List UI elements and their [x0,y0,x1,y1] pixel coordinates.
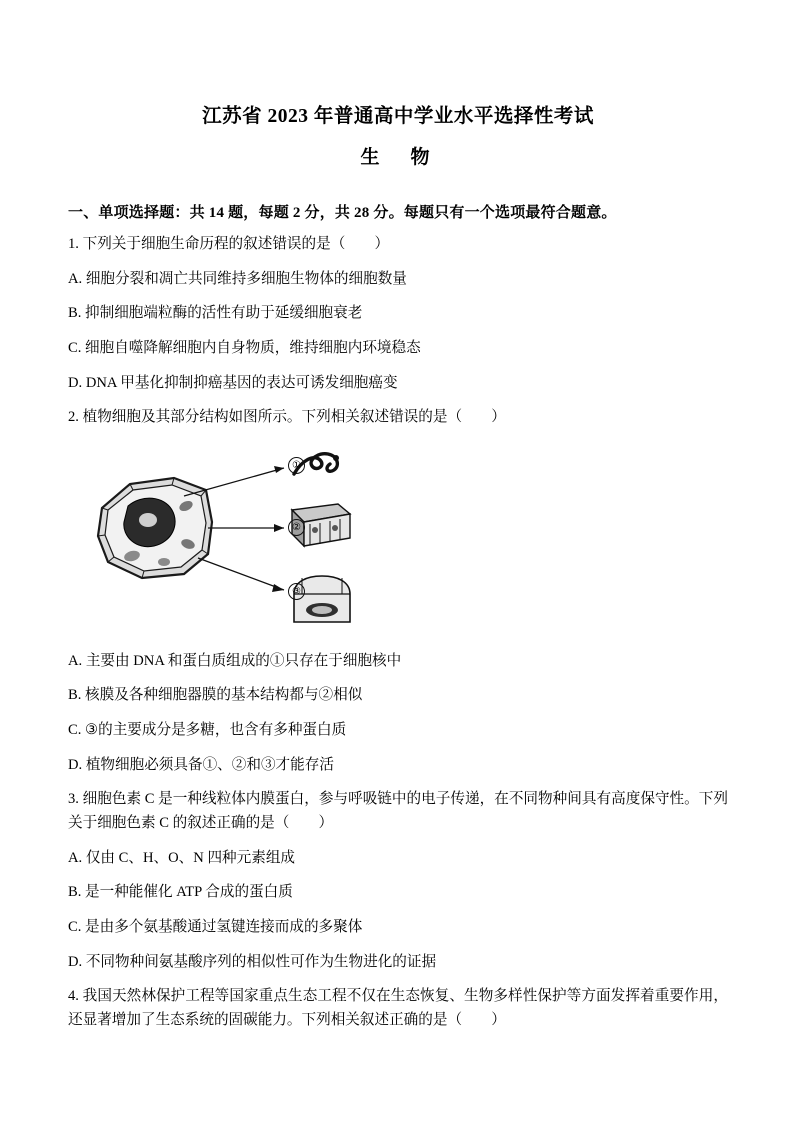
question-stem: 3. 细胞色素 C 是一种线粒体内膜蛋白，参与呼吸链中的电子传递，在不同物种间具有高度保守性。下列关于细胞色素 C 的叙述正确的是（ ） [68,791,728,832]
question-option: A. 主要由 DNA 和蛋白质组成的①只存在于细胞核中 [68,652,402,669]
section-heading: 一、单项选择题：共 14 题，每题 2 分，共 28 分。每题只有一个选项最符合题意。 [68,205,617,221]
question-option: C. 是由多个氨基酸通过氢键连接而成的多聚体 [68,918,363,935]
question-stem: 1. 下列关于细胞生命历程的叙述错误的是（ ） [68,236,390,252]
callout-label-2: ② [288,518,305,536]
callout-label-3: ③ [288,582,305,600]
question-option: C. ③的主要成分是多糖，也含有多种蛋白质 [68,722,347,739]
question-option: B. 抑制细胞端粒酶的活性有助于延缓细胞衰老 [68,305,363,322]
page-content [68,0,728,1033]
callout-label-1: ① [288,456,305,474]
page-subtitle: 生 物 [360,147,436,168]
question-option: D. DNA 甲基化抑制抑癌基因的表达可诱发细胞癌变 [68,374,398,391]
question-stem: 4. 我国天然林保护工程等国家重点生态工程不仅在生态恢复、生物多样性保护等方面发挥着重要作用，还显著增加了生态系统的固碳能力。下列相关叙述正确的是（ ） [68,988,728,1028]
page-title: 江苏省 2023 年普通高中学业水平选择性考试 [202,106,594,127]
question-option: D. 不同物种间氨基酸序列的相似性可作为生物进化的证据 [68,953,437,970]
question-option: B. 核膜及各种细胞器膜的基本结构都与②相似 [68,687,363,704]
figure-container [68,444,728,639]
question-option: A. 细胞分裂和凋亡共同维持多细胞生物体的细胞数量 [68,270,407,287]
question-option: C. 细胞自噬降解细胞内自身物质，维持细胞内环境稳态 [68,339,421,356]
question-option: B. 是一种能催化 ATP 合成的蛋白质 [68,884,293,901]
question-stem: 2. 植物细胞及其部分结构如图所示。下列相关叙述错误的是（ ） [68,409,506,426]
diagram-svg [88,444,368,634]
question-option: A. 仅由 C、H、O、N 四种元素组成 [68,849,296,866]
question-option: D. 植物细胞必须具备①、②和③才能存活 [68,756,334,773]
plant-cell-structures-diagram [88,444,368,634]
